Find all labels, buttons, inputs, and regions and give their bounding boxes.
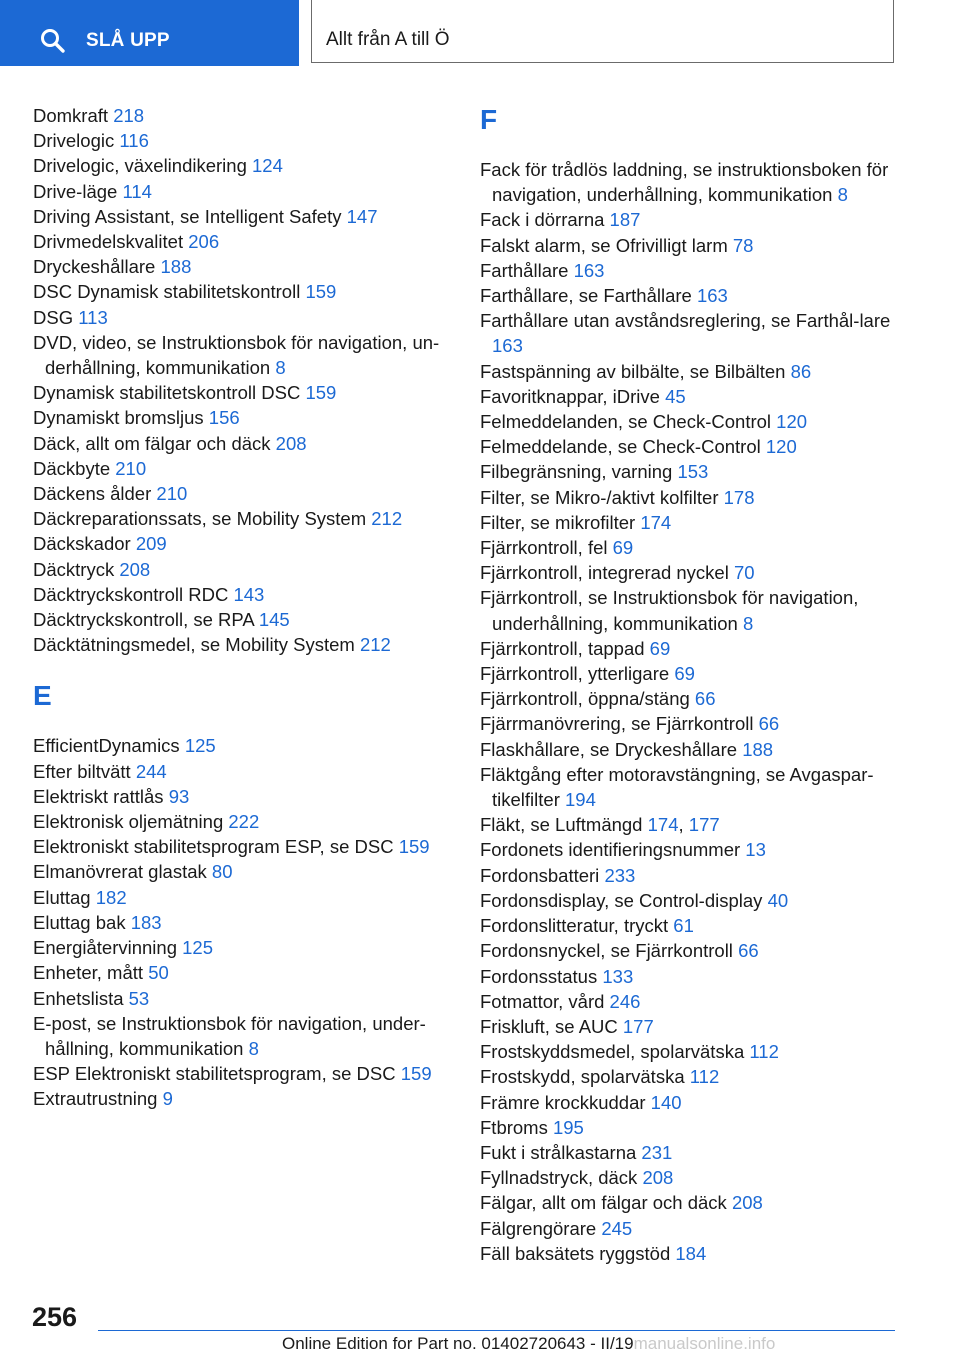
page-link[interactable]: 184 xyxy=(675,1242,707,1264)
page-link[interactable]: 114 xyxy=(122,180,152,202)
index-entry xyxy=(480,964,900,989)
footer-edition-text: Online Edition for Part no. 01402720643 - II/19 xyxy=(282,1334,634,1353)
index-entry-text: Farthållare, se Farthållare xyxy=(480,285,692,307)
index-entry xyxy=(33,1086,453,1111)
index-entry xyxy=(33,405,453,430)
page-link[interactable]: 133 xyxy=(602,965,634,987)
index-entry xyxy=(33,179,453,204)
index-entry-text: Fjärrkontroll, öppna/stäng xyxy=(480,688,690,710)
page-link[interactable]: 61 xyxy=(673,915,694,937)
index-entry xyxy=(33,153,453,178)
index-list-e xyxy=(33,733,453,1111)
index-entry xyxy=(480,1014,900,1039)
page-link[interactable]: 177 xyxy=(688,814,720,836)
search-button[interactable] xyxy=(0,0,299,66)
index-entry-text: Filter, se mikrofilter xyxy=(480,511,636,533)
page-link[interactable]: 212 xyxy=(371,508,403,530)
index-entry xyxy=(33,506,453,531)
page-link[interactable]: 70 xyxy=(733,562,755,584)
index-entry-text: Elmanövrerat glastak xyxy=(33,861,207,883)
index-column-left xyxy=(33,103,453,1112)
index-entry-text: Fotmattor, vård xyxy=(480,990,605,1012)
index-entry-text: Fläkt, se Luftmängd xyxy=(480,814,643,836)
index-entry-text: Felmeddelanden, se Check-Control xyxy=(480,411,772,433)
page-number: 256 xyxy=(32,1302,78,1332)
page-link[interactable]: 8 xyxy=(248,1037,259,1059)
page-link[interactable]: 8 xyxy=(837,184,848,206)
index-entry xyxy=(33,859,453,884)
index-entry-text: ESP Elektroniskt stabilitetsprogram, se DSC xyxy=(33,1063,396,1085)
page-link[interactable]: 208 xyxy=(275,432,307,454)
index-entry xyxy=(33,834,453,859)
index-entry-text: Däck, allt om fälgar och däck xyxy=(33,432,271,454)
section-letter-f: F xyxy=(480,104,498,135)
page-link[interactable]: 8 xyxy=(275,357,286,379)
index-entry-text: Däckens ålder xyxy=(33,483,152,505)
index-entry xyxy=(480,711,900,736)
index-entry-text: Enheter, mått xyxy=(33,962,144,984)
page-link[interactable]: 163 xyxy=(492,335,523,357)
page-link[interactable]: 244 xyxy=(135,760,167,782)
page-link[interactable]: 78 xyxy=(732,234,754,256)
index-entry xyxy=(33,1011,453,1061)
index-entry xyxy=(480,1064,900,1089)
index-entry-text: Falskt alarm, se Ofrivilligt larm xyxy=(480,234,728,256)
index-entry xyxy=(480,258,900,283)
index-entry-text: Dryckeshållare xyxy=(33,256,156,278)
index-entry-text: Frostskydd, spolarvätska xyxy=(480,1066,685,1088)
page-link[interactable]: 212 xyxy=(359,634,391,656)
index-entry-text: Elektronisk oljemätning xyxy=(33,811,224,833)
page-link[interactable]: 188 xyxy=(160,256,192,278)
page-link[interactable]: 182 xyxy=(95,886,127,908)
page-link[interactable]: 147 xyxy=(346,205,378,227)
page-link[interactable]: 178 xyxy=(723,486,755,508)
index-entry-text: Däcktryckskontroll, se RPA xyxy=(33,609,254,631)
search-icon xyxy=(40,28,66,54)
page-link[interactable]: 208 xyxy=(731,1192,763,1214)
index-entry-text: E-post, se Instruktionsbok för navigation, under-hållning, kommunikation xyxy=(33,1012,426,1059)
index-entry-text: Fordonsstatus xyxy=(480,965,598,987)
section-title-box xyxy=(311,0,894,63)
index-entry-text: Fastspänning av bilbälte, se Bilbälten xyxy=(480,360,786,382)
page-link[interactable]: 159 xyxy=(305,382,337,404)
index-entry xyxy=(480,686,900,711)
index-entry-text: Energiåtervinning xyxy=(33,937,177,959)
index-entry xyxy=(480,1241,900,1266)
page-link[interactable]: 174 xyxy=(647,814,679,836)
page-link[interactable]: 209 xyxy=(135,533,167,555)
index-entry-text: Fjärrkontroll, integrerad nyckel xyxy=(480,562,729,584)
index-entry xyxy=(33,431,453,456)
index-entry xyxy=(480,485,900,510)
index-entry-text: Fälgar, allt om fälgar och däck xyxy=(480,1192,727,1214)
page-link[interactable]: 124 xyxy=(252,155,283,177)
page-link[interactable]: 156 xyxy=(208,407,240,429)
index-entry-text: Domkraft xyxy=(33,105,109,126)
index-entry xyxy=(33,582,453,607)
page-link[interactable]: 210 xyxy=(115,457,147,479)
page-link[interactable]: 153 xyxy=(677,461,709,483)
index-entry xyxy=(480,913,900,938)
footer-edition xyxy=(282,1334,775,1354)
index-entry-text: Fordonsbatteri xyxy=(480,864,600,886)
index-list-f xyxy=(480,157,900,1266)
index-entry-text: Fjärrkontroll, tappad xyxy=(480,637,645,659)
page-link[interactable]: 163 xyxy=(696,285,728,307)
page-link[interactable]: 120 xyxy=(776,411,808,433)
page-link[interactable]: 245 xyxy=(601,1217,633,1239)
index-entry xyxy=(480,560,900,585)
index-entry xyxy=(33,1061,453,1086)
index-entry-text: Fack för trådlös laddning, se instruktionsboken för navigation, underhållning, kommunikation xyxy=(480,159,889,206)
index-entry xyxy=(480,737,900,762)
index-entry xyxy=(480,359,900,384)
page-link[interactable]: 183 xyxy=(130,911,162,933)
index-entry xyxy=(480,1090,900,1115)
index-entry-text: Eluttag bak xyxy=(33,911,126,933)
page-link[interactable]: 210 xyxy=(156,483,188,505)
index-entry-text: Flaskhållare, se Dryckeshållare xyxy=(480,738,738,760)
page-link[interactable]: 145 xyxy=(258,609,290,631)
index-entry xyxy=(33,279,453,304)
top-bar xyxy=(0,0,960,66)
index-entry xyxy=(33,960,453,985)
index-entry xyxy=(480,636,900,661)
index-entry-text: Frostskyddsmedel, spolarvätska xyxy=(480,1041,745,1063)
page-link[interactable]: 112 xyxy=(689,1066,720,1088)
index-entry xyxy=(480,283,900,308)
index-entry-text: Däckreparationssats, se Mobility System xyxy=(33,508,367,530)
index-entry xyxy=(33,986,453,1011)
index-entry xyxy=(33,456,453,481)
index-entry-text: Farthållare utan avståndsreglering, se Farthål-lare xyxy=(480,310,891,332)
index-entry xyxy=(480,207,900,232)
search-button-label: SLÅ UPP xyxy=(86,30,170,51)
index-entry xyxy=(480,1039,900,1064)
index-entry-text: Däckskador xyxy=(33,533,131,555)
page-link[interactable]: 45 xyxy=(665,385,686,407)
index-entry-text: Ftbroms xyxy=(480,1116,548,1138)
page-link[interactable]: 233 xyxy=(604,864,636,886)
page-link[interactable]: 163 xyxy=(573,259,605,281)
page-link[interactable]: 53 xyxy=(128,987,150,1009)
index-entry xyxy=(33,229,453,254)
index-entry-text: Fukt i strålkastarna xyxy=(480,1141,637,1163)
index-entry xyxy=(33,531,453,556)
page-link[interactable]: 66 xyxy=(758,713,780,735)
page-link[interactable]: 188 xyxy=(742,738,774,760)
page-link[interactable]: 66 xyxy=(694,688,716,710)
page-link[interactable]: 208 xyxy=(642,1167,674,1189)
page-link[interactable]: 8 xyxy=(742,612,754,634)
page-link[interactable]: 9 xyxy=(162,1088,173,1110)
page-link[interactable]: 116 xyxy=(119,130,149,152)
index-entry-text: Dynamiskt bromsljus xyxy=(33,407,204,429)
index-entry xyxy=(33,632,453,657)
index-entry-text: Drivelogic, växelindikering xyxy=(33,155,247,177)
index-entry-text: Drive-läge xyxy=(33,180,118,202)
section-letter-e: E xyxy=(33,680,52,712)
page-link[interactable]: 50 xyxy=(148,962,169,984)
index-entry-text: Extrautrustning xyxy=(33,1088,158,1110)
page-link[interactable]: 93 xyxy=(168,785,190,807)
page-link[interactable]: 125 xyxy=(184,735,216,757)
index-entry xyxy=(480,1140,900,1165)
index-entry: Fläkt, se Luftmängd 174, 177 xyxy=(480,814,720,836)
index-entry xyxy=(33,128,453,153)
index-entry xyxy=(33,305,453,330)
page-link[interactable]: 13 xyxy=(745,839,766,861)
index-entry-text: Enhetslista xyxy=(33,987,124,1009)
page-link[interactable]: 208 xyxy=(119,558,151,580)
page-link[interactable]: 222 xyxy=(228,811,260,833)
index-entry-text: Friskluft, se AUC xyxy=(480,1015,618,1037)
index-entry-text: DSC Dynamisk stabilitetskontroll xyxy=(33,281,301,303)
index-entry xyxy=(480,233,900,258)
page-link[interactable]: 218 xyxy=(113,105,145,126)
index-entry xyxy=(33,759,453,784)
page-link[interactable]: 140 xyxy=(650,1091,682,1113)
index-entry-text: Fordonsdisplay, se Control-display xyxy=(480,889,763,911)
index-entry xyxy=(480,762,900,812)
index-entry xyxy=(480,585,900,635)
page-link[interactable]: 194 xyxy=(565,789,596,811)
index-entry xyxy=(33,784,453,809)
page-link[interactable]: 177 xyxy=(622,1015,654,1037)
page-link[interactable]: 69 xyxy=(612,537,634,559)
index-entry-text: Fyllnadstryck, däck xyxy=(480,1167,638,1189)
index-entry xyxy=(480,459,900,484)
index-entry xyxy=(480,661,900,686)
index-entry xyxy=(480,989,900,1014)
index-entry xyxy=(33,607,453,632)
index-entry xyxy=(480,1216,900,1241)
section-title: Allt från A till Ö xyxy=(326,29,450,50)
index-list-d xyxy=(33,103,453,657)
index-entry-text: Fälgrengörare xyxy=(480,1217,597,1239)
index-entry-text: Efter biltvätt xyxy=(33,760,131,782)
index-entry-text: Fordonslitteratur, tryckt xyxy=(480,915,669,937)
page-link[interactable]: 159 xyxy=(400,1063,432,1085)
index-entry xyxy=(480,863,900,888)
index-entry-text: Drivelogic xyxy=(33,130,115,152)
index-entry xyxy=(480,308,900,358)
index-entry xyxy=(33,380,453,405)
index-entry-text: Fordonsnyckel, se Fjärrkontroll xyxy=(480,940,733,962)
page-link[interactable]: 113 xyxy=(78,306,108,328)
index-entry xyxy=(480,1165,900,1190)
index-entry-text: Fjärrmanövrering, se Fjärrkontroll xyxy=(480,713,754,735)
index-entry xyxy=(480,1115,900,1140)
page-link[interactable]: 112 xyxy=(749,1041,779,1063)
index-entry xyxy=(33,885,453,910)
index-entry xyxy=(33,330,453,380)
page-link[interactable]: 40 xyxy=(767,889,789,911)
page-link[interactable]: 120 xyxy=(765,436,797,458)
index-entry-text: Favoritknappar, iDrive xyxy=(480,385,660,407)
index-entry-text: Eluttag xyxy=(33,886,91,908)
index-entry xyxy=(480,434,900,459)
page-link[interactable]: 246 xyxy=(609,990,641,1012)
index-entry-text: Fjärrkontroll, se Instruktionsbok för navigation, underhållning, kommunikation xyxy=(480,587,859,634)
index-entry-text: EfficientDynamics xyxy=(33,735,180,757)
index-entry-text: Fack i dörrarna xyxy=(480,209,605,231)
page-link[interactable]: 125 xyxy=(182,937,213,959)
page-link[interactable]: 69 xyxy=(674,663,695,685)
index-entry xyxy=(480,510,900,535)
index-entry-text: Fordonets identifieringsnummer xyxy=(480,839,741,861)
index-entry xyxy=(33,481,453,506)
index-entry-text: Däcktryckskontroll RDC xyxy=(33,583,229,605)
page-link[interactable]: 231 xyxy=(641,1141,673,1163)
index-entry xyxy=(33,557,453,582)
index-entry-text: Fjärrkontroll, ytterligare xyxy=(480,663,670,685)
page-link[interactable]: 187 xyxy=(609,209,641,231)
page-link[interactable]: 69 xyxy=(649,637,671,659)
index-entry-text: Främre krockkuddar xyxy=(480,1091,646,1113)
index-entry xyxy=(480,384,900,409)
footer-divider xyxy=(98,1330,895,1331)
index-entry-text: Felmeddelande, se Check-Control xyxy=(480,436,761,458)
page-link[interactable]: 143 xyxy=(233,583,265,605)
index-entry-text: Drivmedelskvalitet xyxy=(33,231,184,253)
index-entry-text: Filbegränsning, varning xyxy=(480,461,673,483)
index-entry xyxy=(480,409,900,434)
index-entry-text: Däcktryck xyxy=(33,558,115,580)
index-entry-text: Driving Assistant, se Intelligent Safety xyxy=(33,205,342,227)
page-link[interactable]: 66 xyxy=(738,940,759,962)
index-entry xyxy=(480,888,900,913)
index-entry xyxy=(33,103,453,128)
index-entry-text: Filter, se Mikro-/aktivt kolfilter xyxy=(480,486,719,508)
index-entry xyxy=(480,938,900,963)
index-entry-text: Farthållare xyxy=(480,259,569,281)
index-entry-text: Däckbyte xyxy=(33,457,111,479)
index-entry xyxy=(33,809,453,834)
page-link[interactable]: 159 xyxy=(305,281,337,303)
index-entry xyxy=(480,1190,900,1215)
index-entry xyxy=(33,204,453,229)
page-link[interactable]: 195 xyxy=(552,1116,584,1138)
index-entry-text: Fäll baksätets ryggstöd xyxy=(480,1242,671,1264)
index-entry-text: DVD, video, se Instruktionsbok för navigation, un-derhållning, kommunikation xyxy=(33,331,440,379)
index-entry xyxy=(480,157,900,207)
index-entry-text: Fläktgång efter motoravstängning, se Avgaspar-tikelfilter xyxy=(480,763,874,811)
index-entry xyxy=(33,733,453,758)
page-link[interactable]: 174 xyxy=(640,511,672,533)
index-entry xyxy=(33,910,453,935)
index-entry-text: Dynamisk stabilitetskontroll DSC xyxy=(33,382,301,404)
index-entry xyxy=(480,535,900,560)
index-entry-text: Elektroniskt stabilitetsprogram ESP, se DSC xyxy=(33,836,394,858)
index-entry xyxy=(33,254,453,279)
footer-site: manualsonline.info xyxy=(633,1334,776,1353)
index-entry-text: Däcktätningsmedel, se Mobility System xyxy=(33,634,355,656)
page-link[interactable]: 206 xyxy=(188,231,220,253)
index-column-right xyxy=(480,103,900,1266)
index-entry-text: Elektriskt rattlås xyxy=(33,785,164,807)
index-entry-text: DSG xyxy=(33,306,74,328)
page-link[interactable]: 86 xyxy=(790,360,812,382)
page-link[interactable]: 80 xyxy=(211,861,233,883)
index-entry xyxy=(480,837,900,862)
index-entry-text: Fjärrkontroll, fel xyxy=(480,537,608,559)
index-entry xyxy=(33,935,453,960)
page-link[interactable]: 159 xyxy=(398,836,430,858)
